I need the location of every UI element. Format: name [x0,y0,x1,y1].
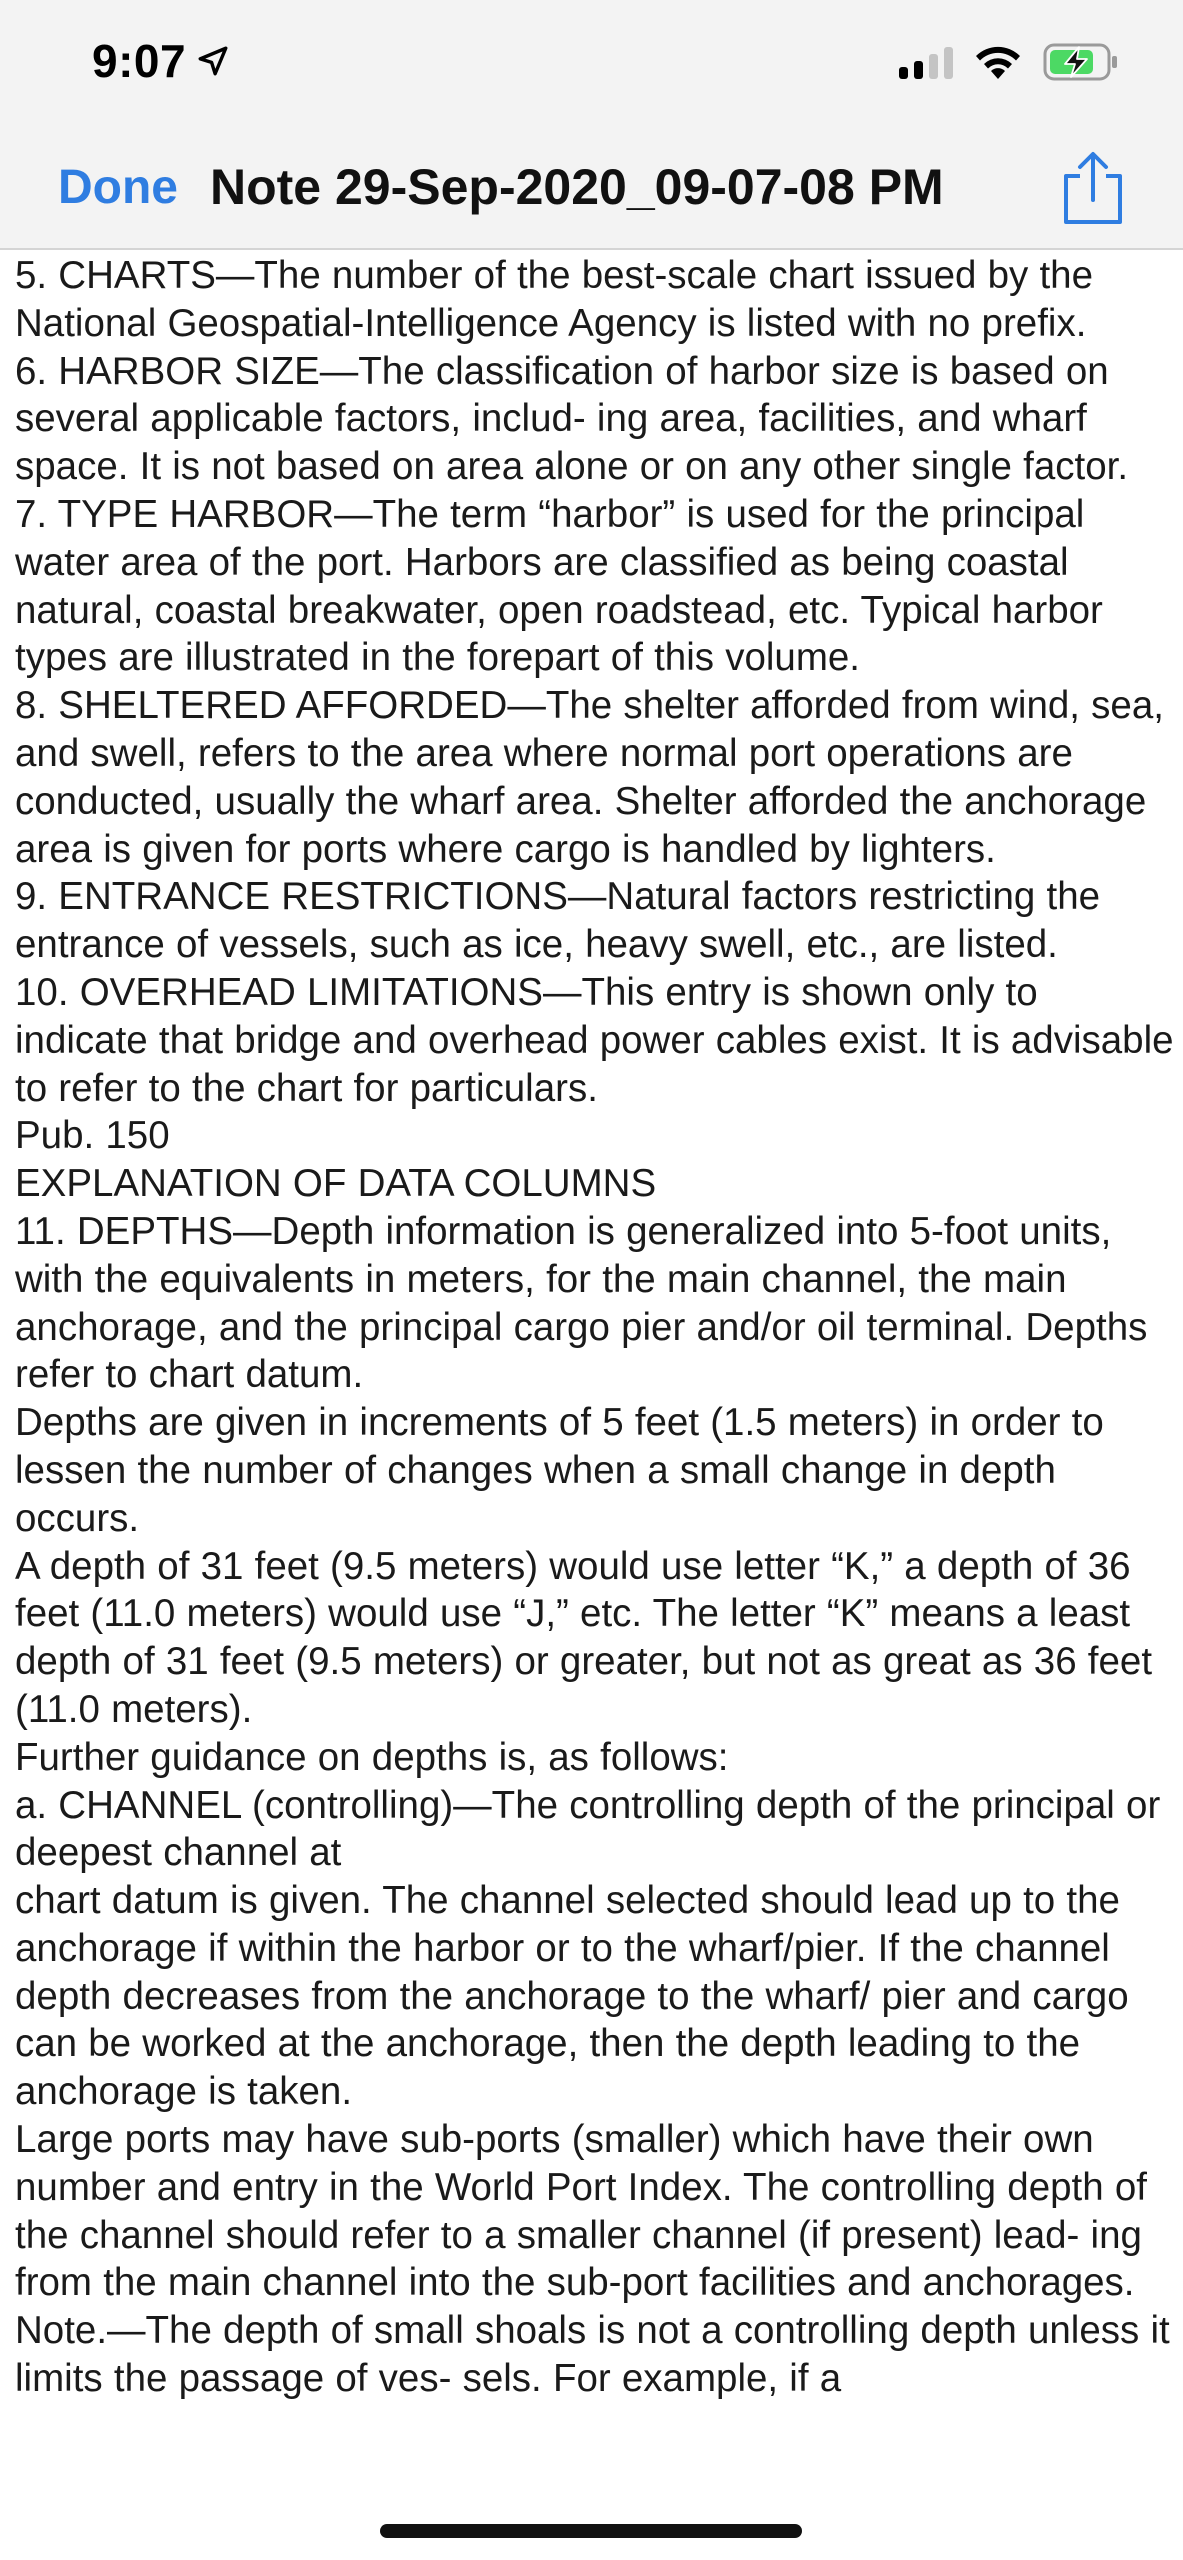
status-time [92,34,230,88]
top-chrome [0,0,1183,250]
location-arrow-icon [196,44,230,78]
wifi-icon [973,43,1023,81]
doc-paragraph: 5. CHARTS—The number of the best-scale chart issued by the National Geospatial-Intelligence Agency is listed with no prefix. [15,254,1094,345]
doc-paragraph: 6. HARBOR SIZE—The classification of harbor size is based on several applicable factors, includ- ing area, facilities, and wharf space. It is not based on area alone or on any other single factor. [15,349,1129,489]
doc-paragraph: chart datum is given. The channel selected should lead up to the anchorage if within the harbor or to the wharf/pier. If the channel depth decreases from the anchorage to the wharf/ pier and cargo can be worked at the anchorage, then the depth leading to the anchorage is taken. [15,1879,1129,2114]
status-indicators [899,42,1119,82]
doc-paragraph: 8. SHELTERED AFFORDED—The shelter afforded from wind, sea, and swell, refers to the area where normal port operations are conducted, usually the wharf area. Shelter afforded the anchorage area is given for ports where cargo is handled by lighters. [15,684,1164,871]
status-time-text: 9:07 [92,35,187,87]
share-icon[interactable] [1058,150,1128,226]
doc-paragraph: 9. ENTRANCE RESTRICTIONS—Natural factors restricting the entrance of vessels, such as ice, heavy swell, etc., are listed. [15,875,1101,967]
doc-paragraph: 11. DEPTHS—Depth information is generalized into 5-foot units, with the equivalents in meters, for the main channel, the main anchorage, and the principal cargo pier and/or oil terminal. Depths refer to chart datum. [15,1209,1148,1397]
doc-paragraph: 10. OVERHEAD LIMITATIONS—This entry is shown only to indicate that bridge and overhead power cables exist. It is advisable to refer to the chart for particulars. [15,970,1174,1110]
done-button[interactable]: Done [58,161,178,214]
home-indicator[interactable] [380,2524,802,2538]
doc-paragraph: Note.—The depth of small shoals is not a controlling depth unless it limits the passage of ves- sels. For example, if a [15,2309,1170,2401]
doc-paragraph: Depths are given in increments of 5 feet (1.5 meters) in order to lessen the number of changes when a small change in depth occurs. [15,1401,1104,1540]
doc-paragraph: a. CHANNEL (controlling)—The controlling depth of the principal or deepest channel at [15,1783,1161,1875]
doc-paragraph: Further guidance on depths is, as follows: [15,1735,729,1779]
doc-paragraph: 7. TYPE HARBOR—The term “harbor” is used for the principal water area of the port. Harbors are classified as being coastal natural, coastal breakwater, open roadstead, etc. Typical harbor types are illustrated in the forepart of this volume. [15,492,1103,680]
doc-section-heading: EXPLANATION OF DATA COLUMNS [15,1162,657,1206]
note-document[interactable] [0,252,1183,2560]
cellular-signal-icon [899,45,953,79]
doc-paragraph: Large ports may have sub-ports (smaller) which have their own number and entry in the World Port Index. The controlling depth of the channel should refer to a smaller channel (if present) lead- ing from the main channel into the sub-port facilities and anchorages. [15,2118,1147,2305]
doc-paragraph: Pub. 150 [15,1114,170,1158]
battery-charging-icon [1043,42,1119,82]
note-title: Note 29-Sep-2020_09-07-08 PM [210,159,944,215]
doc-paragraph: A depth of 31 feet (9.5 meters) would use letter “K,” a depth of 36 feet (11.0 meters) would use “J,” etc. The letter “K” means a least depth of 31 feet (9.5 meters) or greater, but not as great as 36 feet (11.0 meters). [15,1544,1153,1731]
